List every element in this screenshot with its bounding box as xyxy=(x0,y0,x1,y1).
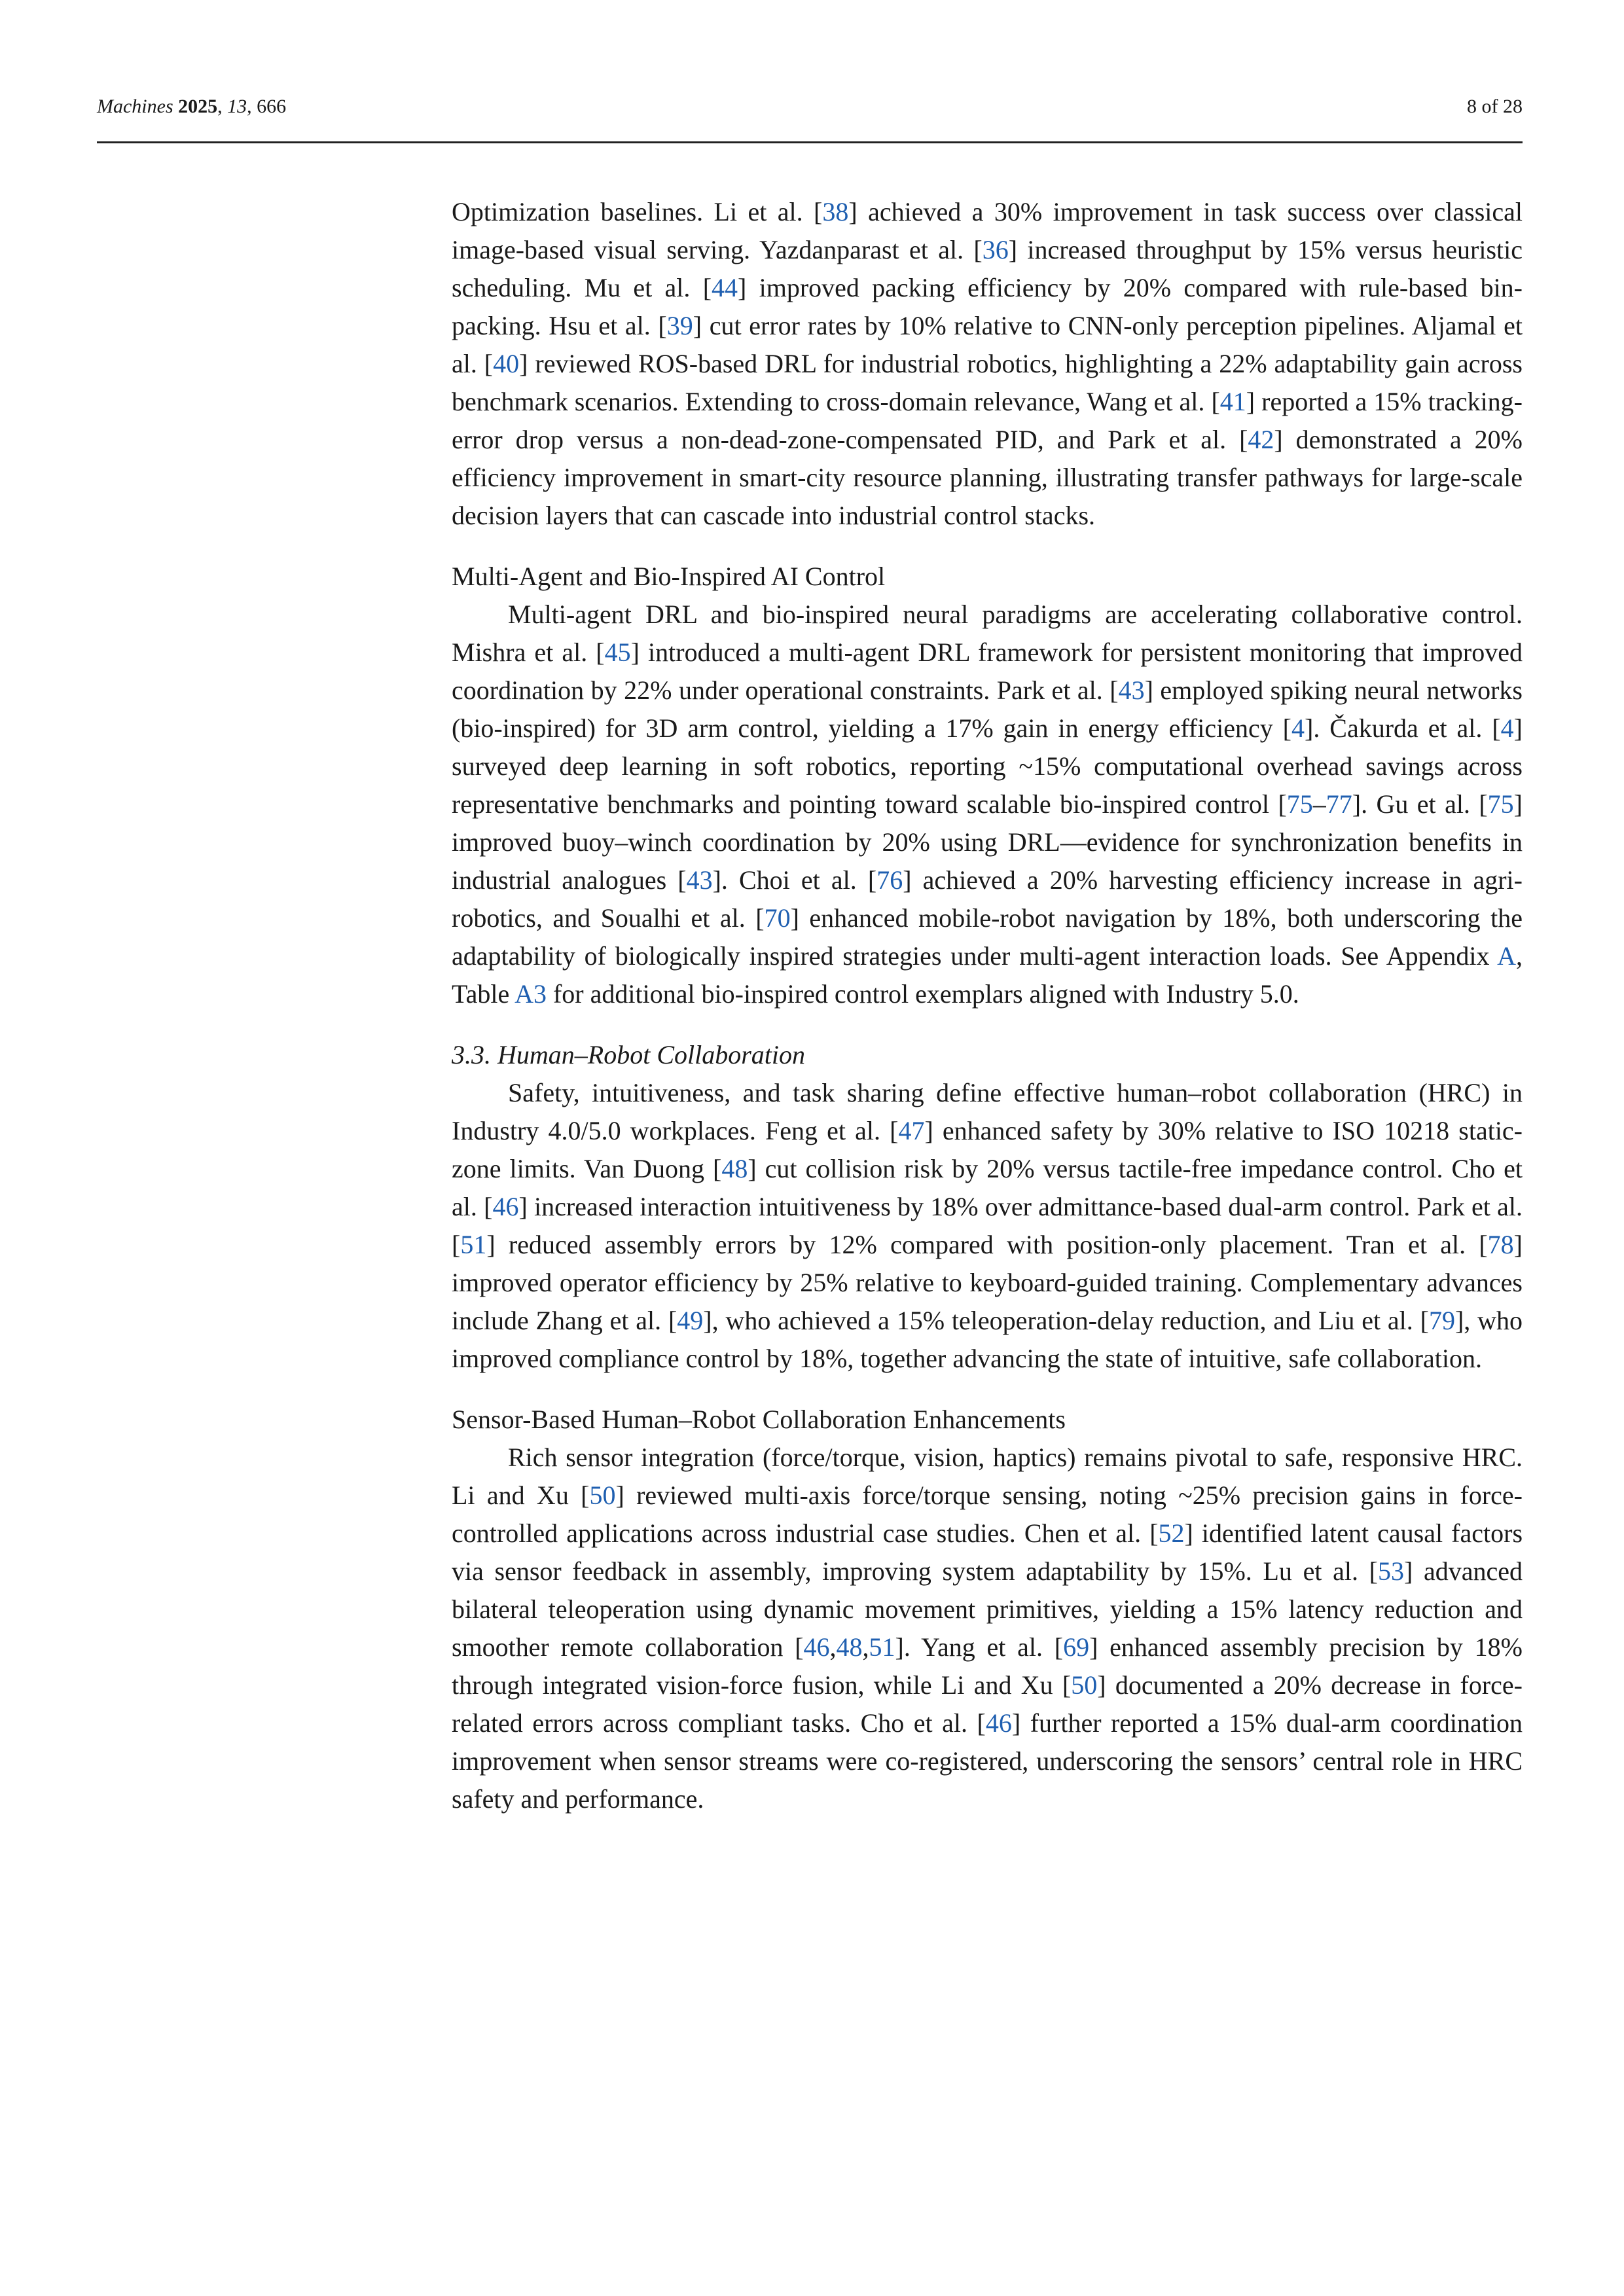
citation-link[interactable]: 69 xyxy=(1063,1632,1090,1662)
text-run: Multi-agent DRL and bio-inspired neural paradigms are accelerating collaborative control. Mishra et al. [ xyxy=(452,600,1523,667)
citation-link[interactable]: 48 xyxy=(721,1154,748,1183)
text-run: ] reviewed ROS-based DRL for industrial robotics, highlighting a 22% adaptability gain across benchmark scenarios. Extending to cross-domain relevance, Wang et al. [ xyxy=(452,349,1523,416)
text-run: Rich sensor integration (force/torque, vision, haptics) remains pivotal to safe, responsive HRC. Li and Xu [ xyxy=(452,1443,1523,1510)
text-run: ] cut collision risk by 20% versus tactile-free impedance control. Cho et al. [ xyxy=(452,1154,1523,1221)
text-run: ]. Choi et al. [ xyxy=(712,865,877,895)
text-run: ] increased interaction intuitiveness by 18% over admittance-based dual-arm control. Park et al. [ xyxy=(452,1192,1523,1259)
text-run: for additional bio-inspired control exemplars aligned with Industry 5.0. xyxy=(546,979,1299,1009)
citation-link[interactable]: 77 xyxy=(1326,789,1352,819)
text-run: ] improved buoy–winch coordination by 20% using DRL—evidence for synchronization benefits in industrial analogues [ xyxy=(452,789,1523,895)
citation-link[interactable]: 42 xyxy=(1248,425,1274,454)
citation-link[interactable]: 4 xyxy=(1291,713,1305,743)
page-number: 8 of 28 xyxy=(1467,96,1523,117)
citation-link[interactable]: 45 xyxy=(604,637,631,667)
text-run: ] reduced assembly errors by 12% compared with position-only placement. Tran et al. [ xyxy=(486,1230,1488,1259)
citation-link[interactable]: 40 xyxy=(493,349,520,378)
subsection-heading-multi-agent: Multi-Agent and Bio-Inspired AI Control xyxy=(452,562,886,591)
citation-link[interactable]: 53 xyxy=(1377,1556,1404,1586)
citation-link[interactable]: 51 xyxy=(869,1632,895,1662)
text-run: ], who improved compliance control by 18%, together advancing the state of intuitive, safe collaboration. xyxy=(452,1306,1523,1373)
citation-link[interactable]: 47 xyxy=(898,1116,925,1145)
text-run: ]. Yang et al. [ xyxy=(895,1632,1064,1662)
text-run: Optimization baselines. Li et al. [ xyxy=(452,197,823,226)
text-run: ]. Gu et al. [ xyxy=(1352,789,1488,819)
citation-link[interactable]: 50 xyxy=(1071,1670,1098,1700)
citation-link[interactable]: 48 xyxy=(836,1632,863,1662)
citation-link[interactable]: 78 xyxy=(1487,1230,1514,1259)
citation-link[interactable]: 75 xyxy=(1487,789,1514,819)
journal-citation: Machines 2025, 13, 666 xyxy=(97,96,287,117)
text-run: ] improved operator efficiency by 25% relative to keyboard-guided training. Complementary advances include Zhang et al. [ xyxy=(452,1230,1523,1335)
text-run: ] advanced bilateral teleoperation using dynamic movement primitives, yielding a 15% latency reduction and smoother remote collaboration [ xyxy=(452,1556,1523,1662)
text-run: ]. Čakurda et al. [ xyxy=(1305,713,1501,743)
text-run: ], who achieved a 15% teleoperation-delay reduction, and Liu et al. [ xyxy=(703,1306,1429,1335)
paragraph-optimization-baselines xyxy=(452,193,1523,535)
page-header xyxy=(97,96,1523,143)
text-run: ] enhanced assembly precision by 18% through integrated vision-force fusion, while Li and Xu [ xyxy=(452,1632,1523,1700)
text-run: ] increased throughput by 15% versus heuristic scheduling. Mu et al. [ xyxy=(452,235,1523,302)
text-run: ] demonstrated a 20% efficiency improvement in smart-city resource planning, illustrating transfer pathways for large-scale decision layers that can cascade into industrial control stacks. xyxy=(452,425,1523,530)
citation-link[interactable]: 38 xyxy=(822,197,849,226)
paragraph-sensor-hrc xyxy=(452,1439,1523,1818)
citation-link[interactable]: 43 xyxy=(686,865,713,895)
journal-name: Machines xyxy=(97,96,173,117)
citation-link[interactable]: 52 xyxy=(1158,1518,1185,1548)
citation-link[interactable]: 39 xyxy=(666,311,693,340)
journal-volume: 13 xyxy=(227,96,247,117)
citation-link[interactable]: 4 xyxy=(1500,713,1514,743)
text-run: ] achieved a 30% improvement in task success over classical image-based visual serving. Yazdanparast et al. [ xyxy=(452,197,1523,264)
citation-link[interactable]: 50 xyxy=(589,1480,616,1510)
table-link[interactable]: A3 xyxy=(514,979,547,1009)
citation-link[interactable]: 75 xyxy=(1286,789,1313,819)
citation-link[interactable]: 70 xyxy=(764,903,791,933)
text-run: ] improved packing efficiency by 20% compared with rule-based bin-packing. Hsu et al. [ xyxy=(452,273,1523,340)
citation-link[interactable]: 41 xyxy=(1219,387,1246,416)
text-run: ] further reported a 15% dual-arm coordination improvement when sensor streams were co-registered, underscoring the sensors’ central role in HRC safety and performance. xyxy=(452,1708,1523,1814)
text-run: ] identified latent causal factors via sensor feedback in assembly, improving system adaptability by 15%. Lu et al. [ xyxy=(452,1518,1523,1586)
citation-link[interactable]: 49 xyxy=(677,1306,704,1335)
citation-link[interactable]: 46 xyxy=(803,1632,830,1662)
text-run: ] enhanced safety by 30% relative to ISO 10218 static-zone limits. Van Duong [ xyxy=(452,1116,1523,1183)
citation-link[interactable]: 46 xyxy=(985,1708,1012,1738)
citation-link[interactable]: 46 xyxy=(492,1192,519,1221)
text-run: ] enhanced mobile-robot navigation by 18%, both underscoring the adaptability of biologically inspired strategies under multi-agent interaction loads. See Appendix xyxy=(452,903,1523,971)
paragraph-hrc xyxy=(452,1074,1523,1378)
citation-link[interactable]: 76 xyxy=(876,865,903,895)
text-run: ] reported a 15% tracking-error drop versus a non-dead-zone-compensated PID, and Park et al. [ xyxy=(452,387,1523,454)
text-run: ] achieved a 20% harvesting efficiency increase in agri-robotics, and Soualhi et al. [ xyxy=(452,865,1523,933)
citation-link[interactable]: 51 xyxy=(460,1230,487,1259)
section-heading-hrc: 3.3. Human–Robot Collaboration xyxy=(452,1040,806,1069)
citation-link[interactable]: 36 xyxy=(982,235,1009,264)
text-run: , xyxy=(829,1632,837,1662)
article-body xyxy=(452,193,1523,1818)
subsection-heading-sensor-hrc: Sensor-Based Human–Robot Collaboration Enhancements xyxy=(452,1405,1066,1434)
citation-link[interactable]: 79 xyxy=(1428,1306,1455,1335)
citation-link[interactable]: 44 xyxy=(712,273,738,302)
text-run: , Table xyxy=(452,941,1523,1009)
paragraph-multi-agent xyxy=(452,596,1523,1013)
appendix-link[interactable]: A xyxy=(1497,941,1516,971)
text-run: ] surveyed deep learning in soft robotics, reporting ~15% computational overhead savings across representative benchmarks and pointing toward scalable bio-inspired control [ xyxy=(452,713,1523,819)
text-run: ] documented a 20% decrease in force-related errors across compliant tasks. Cho et al. [ xyxy=(452,1670,1523,1738)
text-run: – xyxy=(1312,789,1326,819)
text-run: , xyxy=(862,1632,869,1662)
journal-year: 2025 xyxy=(178,96,218,117)
text-run: Safety, intuitiveness, and task sharing define effective human–robot collaboration (HRC) in Industry 4.0/5.0 workplaces. Feng et al. [ xyxy=(452,1078,1523,1145)
text-run: ] reviewed multi-axis force/torque sensing, noting ~25% precision gains in force-controlled applications across industrial case studies. Chen et al. [ xyxy=(452,1480,1523,1548)
text-run: ] introduced a multi-agent DRL framework for persistent monitoring that improved coordination by 22% under operational constraints. Park et al. [ xyxy=(452,637,1523,705)
text-run: ] employed spiking neural networks (bio-inspired) for 3D arm control, yielding a 17% gain in energy efficiency [ xyxy=(452,675,1523,743)
text-run: ] cut error rates by 10% relative to CNN-only perception pipelines. Aljamal et al. [ xyxy=(452,311,1523,378)
citation-link[interactable]: 43 xyxy=(1118,675,1145,705)
article-number: 666 xyxy=(257,96,287,117)
